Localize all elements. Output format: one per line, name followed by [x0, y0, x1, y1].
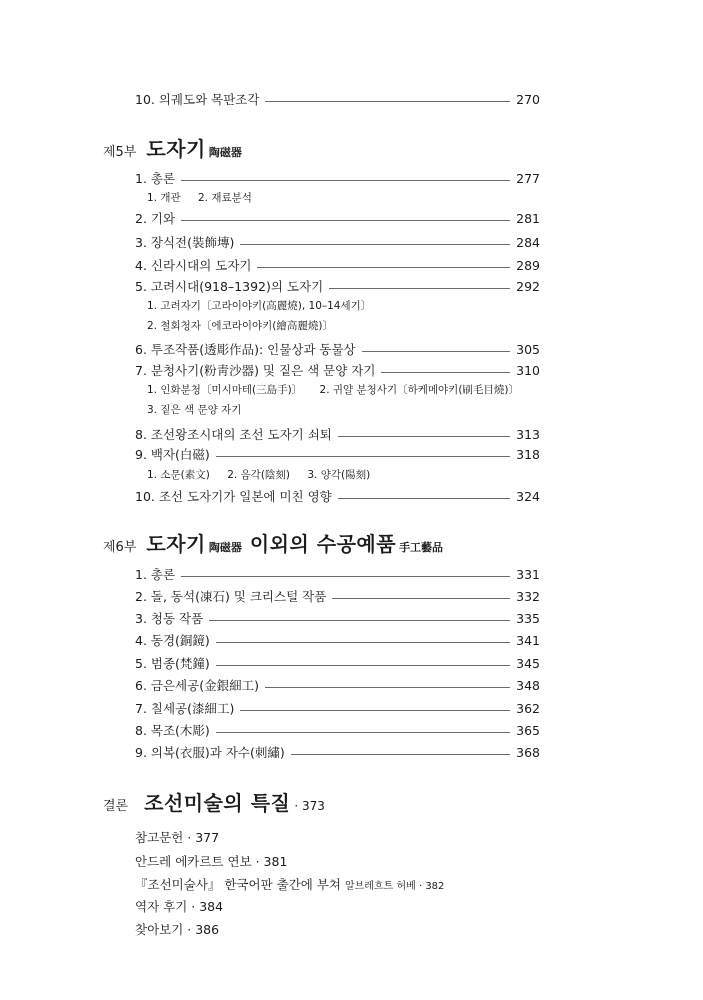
toc-entry	[135, 447, 540, 463]
entry-page: 277	[516, 171, 540, 186]
entry-title: 6. 투조작품(透彫作品): 인물상과 동물상	[135, 342, 356, 357]
entry-page: 289	[516, 258, 540, 273]
back-matter-item	[135, 922, 219, 938]
entry-page: 305	[516, 342, 540, 357]
entry-title: 5. 범종(梵鐘)	[135, 656, 210, 671]
back-matter-item	[135, 830, 219, 846]
entry-title: 3. 청동 작품	[135, 611, 204, 626]
entry-page: 313	[516, 427, 540, 442]
entry-title: 10. 조선 도자기가 일본에 미친 영향	[135, 489, 332, 504]
entry-title: 2. 기와	[135, 211, 176, 226]
dot-leader	[362, 351, 510, 352]
entry-title: 9. 의복(衣服)과 자수(刺繡)	[135, 745, 285, 760]
entry-title: 4. 신라시대의 도자기	[135, 258, 252, 273]
toc-entry	[135, 211, 540, 227]
back-matter-title: 참고문헌 · 377	[135, 830, 220, 845]
sub-entry: 3. 양각(陽刻)	[307, 469, 371, 481]
part-title: 도자기	[146, 137, 206, 161]
dot-leader	[181, 220, 510, 221]
back-matter-title: 찾아보기 · 386	[135, 922, 220, 937]
part-number: 제5부	[103, 145, 137, 160]
entry-title: 6. 금은세공(金銀細工)	[135, 678, 259, 693]
entry-page: 335	[516, 611, 540, 626]
sub-entry: 2. 음각(陰刻)	[227, 469, 291, 481]
toc-entry	[135, 611, 540, 627]
part-title-second: 이외의 수공예품	[249, 532, 397, 556]
dot-leader	[265, 101, 510, 102]
dot-leader	[216, 642, 510, 643]
dot-leader	[216, 456, 510, 457]
dot-leader	[291, 754, 510, 755]
entry-title: 1. 총론	[135, 567, 176, 582]
toc-entry	[135, 589, 540, 605]
entry-title: 2. 돌, 동석(凍石) 및 크리스털 작품	[135, 589, 327, 604]
dot-leader	[257, 267, 510, 268]
toc-entry	[135, 701, 540, 717]
toc-entry	[135, 633, 540, 649]
toc-entry	[135, 745, 540, 761]
sub-entries	[147, 468, 384, 482]
part-hanja-second: 手工藝品	[399, 541, 444, 554]
sub-entry: 2. 재료분석	[198, 192, 252, 204]
sub-entries	[147, 383, 533, 397]
entry-page: 310	[516, 363, 540, 378]
dot-leader	[240, 244, 510, 245]
dot-leader	[181, 180, 510, 181]
entry-page: 362	[516, 701, 540, 716]
dot-leader	[181, 576, 510, 577]
dot-leader	[240, 710, 510, 711]
entry-title: 7. 분청사기(粉靑沙器) 및 짙은 색 문양 자기	[135, 363, 376, 378]
part-number: 제6부	[103, 540, 137, 555]
sub-entries	[147, 403, 255, 417]
dot-leader	[329, 288, 510, 289]
toc-entry	[135, 342, 540, 358]
entry-page: 365	[516, 723, 540, 738]
toc-entry	[135, 235, 540, 251]
entry-title: 10. 의궤도와 목판조각	[135, 92, 260, 107]
dot-leader	[332, 598, 510, 599]
sub-entry: 2. 귀얄 분청사기〔하케메야키(刷毛目燒)〕	[319, 384, 520, 396]
sub-entries	[147, 319, 347, 333]
toc-entry	[135, 363, 540, 379]
entry-title: 7. 칠세공(漆細工)	[135, 701, 235, 716]
toc-entry	[135, 171, 540, 187]
back-matter-item	[135, 899, 223, 915]
sub-entry: 1. 개관	[147, 192, 181, 204]
dot-leader	[209, 620, 510, 621]
entry-page: 281	[516, 211, 540, 226]
entry-page: 318	[516, 447, 540, 462]
sub-entry: 1. 인화분청〔미시마테(三島手)〕	[147, 384, 303, 396]
part-page: · 373	[294, 799, 325, 813]
entry-page: 332	[516, 589, 540, 604]
sub-entry: 1. 소문(素文)	[147, 469, 210, 481]
entry-page: 368	[516, 745, 540, 760]
part5-heading	[103, 133, 242, 162]
dot-leader	[381, 372, 510, 373]
toc-entry	[135, 279, 540, 295]
sub-entry: 3. 짙은 색 문양 자기	[147, 404, 242, 416]
back-matter-item	[135, 877, 444, 895]
back-matter-extra: 알브레흐트 허베 · 382	[344, 881, 445, 892]
back-matter-title: 역자 후기 · 384	[135, 899, 224, 914]
back-matter-title: 안드레 에카르트 연보 · 381	[135, 854, 288, 869]
entry-page: 345	[516, 656, 540, 671]
sub-entries	[147, 191, 266, 205]
toc-entry	[135, 678, 540, 694]
entry-page: 348	[516, 678, 540, 693]
part-title: 도자기	[146, 532, 206, 556]
dot-leader	[338, 498, 510, 499]
toc-entry	[135, 258, 540, 274]
toc-entry	[135, 656, 540, 672]
toc-entry	[135, 567, 540, 583]
entry-page: 324	[516, 489, 540, 504]
dot-leader	[338, 436, 510, 437]
part6-heading	[103, 528, 443, 557]
back-matter-item	[135, 854, 287, 870]
dot-leader	[216, 732, 510, 733]
entry-title: 8. 목조(木彫)	[135, 723, 210, 738]
sub-entry: 2. 철회청자〔에코라이야키(繪高麗燒)〕	[147, 320, 333, 332]
dot-leader	[216, 665, 510, 666]
entry-title: 9. 백자(白磁)	[135, 447, 210, 462]
entry-title: 4. 동경(銅鏡)	[135, 633, 210, 648]
entry-page: 284	[516, 235, 540, 250]
entry-page: 292	[516, 279, 540, 294]
part-hanja: 陶磁器	[208, 146, 242, 159]
entry-title: 1. 총론	[135, 171, 176, 186]
back-matter-title: 『조선미술사』 한국어판 출간에 부쳐	[135, 877, 341, 892]
sub-entry: 1. 고려자기〔고라이야키(高麗燒), 10–14세기〕	[147, 300, 372, 312]
conclusion-heading	[103, 787, 325, 816]
entry-title: 3. 장식전(裝飾塼)	[135, 235, 235, 250]
part-title: 조선미술의 특질	[144, 791, 291, 815]
entry-page: 331	[516, 567, 540, 582]
toc-entry	[135, 489, 540, 505]
toc-entry	[135, 92, 540, 108]
part-hanja: 陶磁器	[208, 541, 242, 554]
entry-page: 341	[516, 633, 540, 648]
entry-title: 5. 고려시대(918–1392)의 도자기	[135, 279, 324, 294]
entry-page: 270	[516, 92, 540, 107]
toc-entry	[135, 427, 540, 443]
entry-title: 8. 조선왕조시대의 조선 도자기 쇠퇴	[135, 427, 332, 442]
toc-entry	[135, 723, 540, 739]
sub-entries	[147, 299, 385, 313]
part-number: 결론	[103, 799, 129, 814]
dot-leader	[265, 687, 510, 688]
